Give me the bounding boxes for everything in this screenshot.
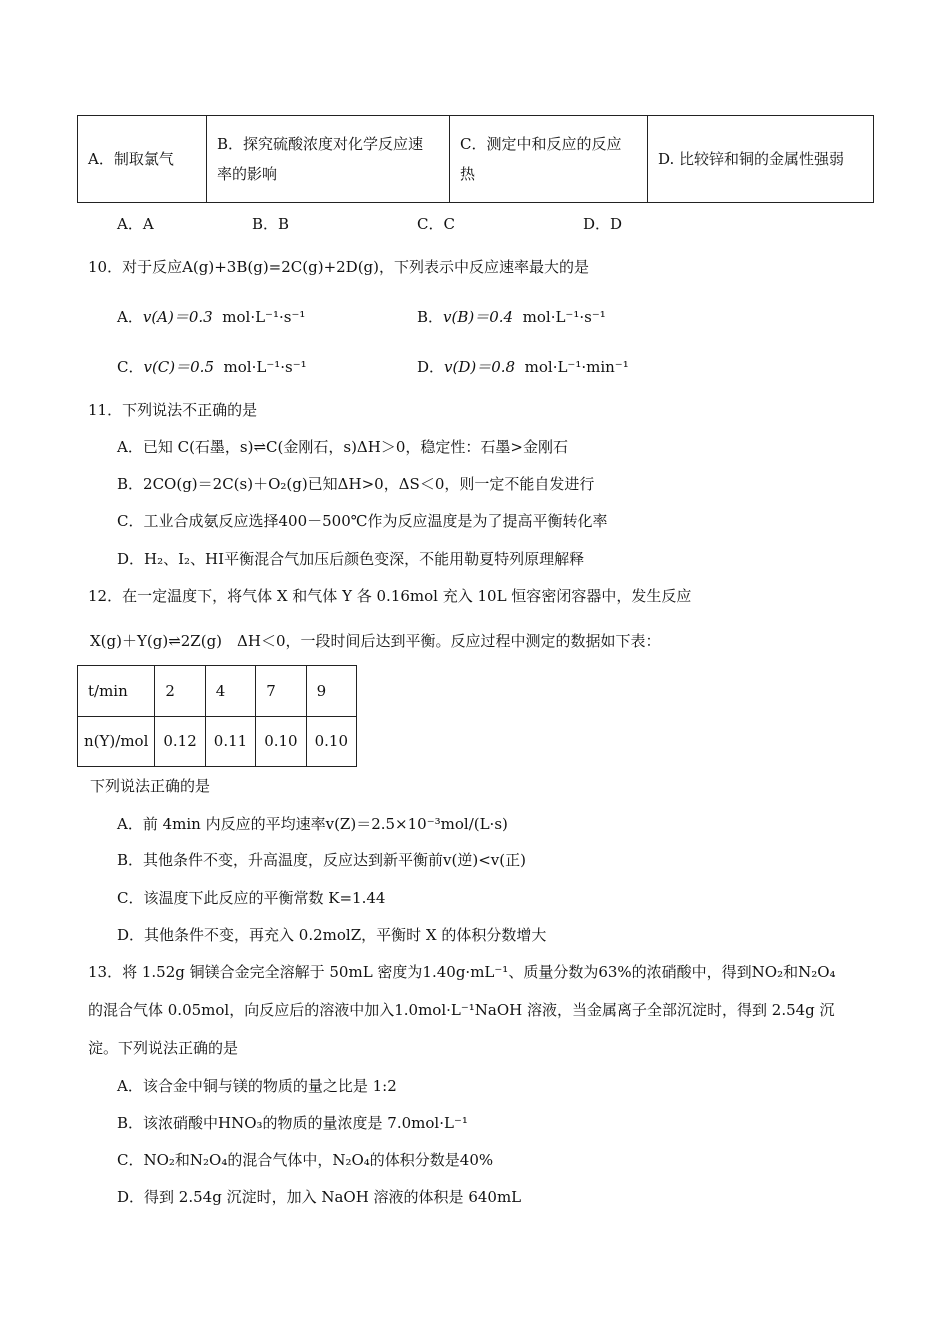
q9-option-d: D．D	[583, 215, 623, 233]
q12-moles-cell: 0.12	[155, 716, 205, 767]
q10-option-d: D．v(D)＝0.8 mol·L⁻¹·min⁻¹	[417, 358, 629, 376]
q13-stem-line2: 的混合气体 0.05mol，向反应后的溶液中加入1.0mol·L⁻¹NaOH 溶液，当金属离子全部沉淀时，得到 2.54g 沉	[88, 1001, 835, 1019]
q10-option-b: B．v(B)＝0.4 mol·L⁻¹·s⁻¹	[417, 308, 606, 326]
q13-option-d: D．得到 2.54g 沉淀时，加入 NaOH 溶液的体积是 640mL	[117, 1188, 522, 1206]
q11-option-c: C．工业合成氨反应选择400－500℃作为反应温度是为了提高平衡转化率	[117, 512, 608, 530]
q12-time-cell: 2	[155, 666, 205, 717]
q12-option-b: B．其他条件不变，升高温度，反应达到新平衡前v(逆)<v(正)	[117, 851, 526, 869]
q13-stem-line3: 淀。下列说法正确的是	[88, 1039, 239, 1057]
q13-stem-line1: 13．将 1.52g 铜镁合金完全溶解于 50mL 密度为1.40g·mL⁻¹、质量分数为63%的浓硝酸中，得到NO₂和N₂O₄	[88, 963, 836, 981]
q12-time-cell: 4	[205, 666, 255, 717]
q9-cell-a: A．制取氯气	[78, 116, 207, 203]
q12-stem-line2: X(g)＋Y(g)⇌2Z(g) ΔH＜0，一段时间后达到平衡。反应过程中测定的数据如下表：	[90, 632, 661, 650]
q12-option-d: D．其他条件不变，再充入 0.2molZ，平衡时 X 的体积分数增大	[117, 926, 547, 944]
q12-stem-line1: 12．在一定温度下，将气体 X 和气体 Y 各 0.16mol 充入 10L 恒容密闭容器中，发生反应	[88, 587, 692, 605]
q11-option-a: A．已知 C(石墨，s)⇌C(金刚石，s)ΔH＞0，稳定性：石墨>金刚石	[117, 438, 568, 456]
q12-time-cell: 9	[306, 666, 356, 717]
q13-option-b: B．该浓硝酸中HNO₃的物质的量浓度是 7.0mol·L⁻¹	[117, 1114, 468, 1132]
q9-cell-b: B．探究硫酸浓度对化学反应速 率的影响	[207, 116, 450, 203]
q12-option-a: A．前 4min 内反应的平均速率v(Z)＝2.5×10⁻³mol/(L·s)	[117, 815, 508, 833]
q12-header-time: t/min	[78, 666, 155, 717]
q10-option-a: A．v(A)＝0.3 mol·L⁻¹·s⁻¹	[117, 308, 306, 326]
q9-apparatus-table	[77, 115, 874, 203]
q11-option-d: D．H₂、I₂、HI平衡混合气加压后颜色变深，不能用勒夏特列原理解释	[117, 550, 585, 568]
q9-option-b: B．B	[252, 215, 290, 233]
q10-option-c: C．v(C)＝0.5 mol·L⁻¹·s⁻¹	[117, 358, 307, 376]
q13-option-c: C．NO₂和N₂O₄的混合气体中，N₂O₄的体积分数是40%	[117, 1151, 494, 1169]
q11-option-b: B．2CO(g)＝2C(s)＋O₂(g)已知ΔH>0，ΔS＜0，则一定不能自发进行	[117, 475, 595, 493]
q13-option-a: A．该合金中铜与镁的物质的量之比是 1:2	[117, 1077, 397, 1095]
q12-data-table	[77, 665, 357, 767]
q11-stem: 11．下列说法不正确的是	[88, 401, 258, 419]
q9-option-a: A．A	[117, 215, 154, 233]
q12-option-c: C．该温度下此反应的平衡常数 K=1.44	[117, 889, 386, 907]
q12-ask: 下列说法正确的是	[90, 777, 211, 795]
q9-cell-d: D. 比较锌和铜的金属性强弱	[648, 116, 874, 203]
q12-header-moles: n(Y)/mol	[78, 716, 155, 767]
q12-moles-cell: 0.11	[205, 716, 255, 767]
q10-stem: 10．对于反应A(g)+3B(g)=2C(g)+2D(g)，下列表示中反应速率最大的是	[88, 258, 590, 276]
q12-time-cell: 7	[256, 666, 306, 717]
q12-moles-cell: 0.10	[256, 716, 306, 767]
q12-moles-cell: 0.10	[306, 716, 356, 767]
q9-option-c: C．C	[417, 215, 455, 233]
q9-cell-c: C．测定中和反应的反应 热	[450, 116, 648, 203]
